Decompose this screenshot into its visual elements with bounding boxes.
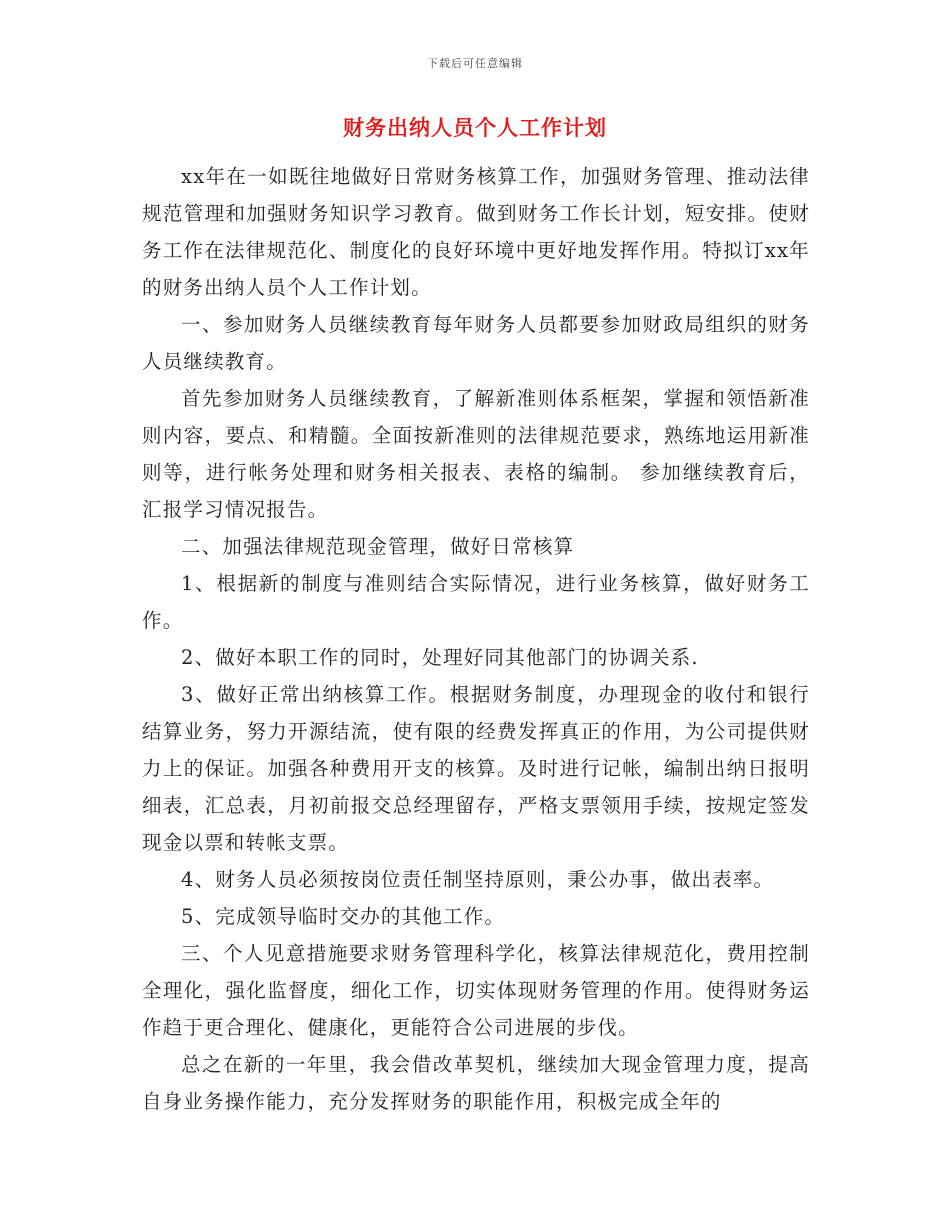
document-body — [142, 158, 810, 1120]
paragraph-conclusion: 总之在新的一年里，我会借改革契机，继续加大现金管理力度，提高自身业务操作能力，充分发挥财务的职能作用，积极完成全年的 — [142, 1053, 810, 1113]
paragraph-item-4: 4、财务人员必须按岗位责任制坚持原则，秉公办事，做出表率。 — [181, 868, 775, 891]
paragraph-item-1: 1、根据新的制度与准则结合实际情况，进行业务核算，做好财务工作。 — [142, 572, 810, 632]
paragraph-section-3: 三、个人见意措施要求财务管理科学化，核算法律规范化，费用控制全理化，强化监督度，细化工作，切实体现财务管理的作用。使得财务运作趋于更合理化、健康化，更能符合公司进展的步伐。 — [142, 942, 810, 1039]
paragraph-item-5: 5、完成领导临时交办的其他工作。 — [181, 905, 506, 928]
document-title: 财务出纳人员个人工作计划 — [343, 115, 607, 140]
paragraph-item-3: 3、做好正常出纳核算工作。根据财务制度，办理现金的收付和银行结算业务，努力开源结流，使有限的经费发挥真正的作用，为公司提供财力上的保证。加强各种费用开支的核算。及时进行记帐，编制出纳日报明细表，汇总表，月初前报交总经理留存，严格支票领用手续，按规定签发现金以票和转帐支票。 — [142, 683, 810, 854]
header-note: 下载后可任意编辑 — [427, 57, 523, 70]
paragraph-section-2: 二、加强法律规范现金管理，做好日常核算 — [181, 535, 575, 558]
paragraph-section-1: 一、参加财务人员继续教育每年财务人员都要参加财政局组织的财务人员继续教育。 — [142, 313, 810, 373]
paragraph-item-2: 2、做好本职工作的同时，处理好同其他部门的协调关系. — [181, 646, 699, 669]
paragraph-intro: xx年在一如既往地做好日常财务核算工作，加强财务管理、推动法律规范管理和加强财务知识学习教育。做到财务工作长计划，短安排。使财务工作在法律规范化、制度化的良好环境中更好地发挥作用。特拟订xx年的财务出纳人员个人工作计划。 — [142, 165, 810, 299]
paragraph-section-1-detail: 首先参加财务人员继续教育，了解新准则体系框架，掌握和领悟新准则内容，要点、和精髓。全面按新准则的法律规范要求，熟练地运用新准则等，进行帐务处理和财务相关报表、表格的编制。 参加继续教育后，汇报学习情况报告。 — [142, 387, 810, 521]
